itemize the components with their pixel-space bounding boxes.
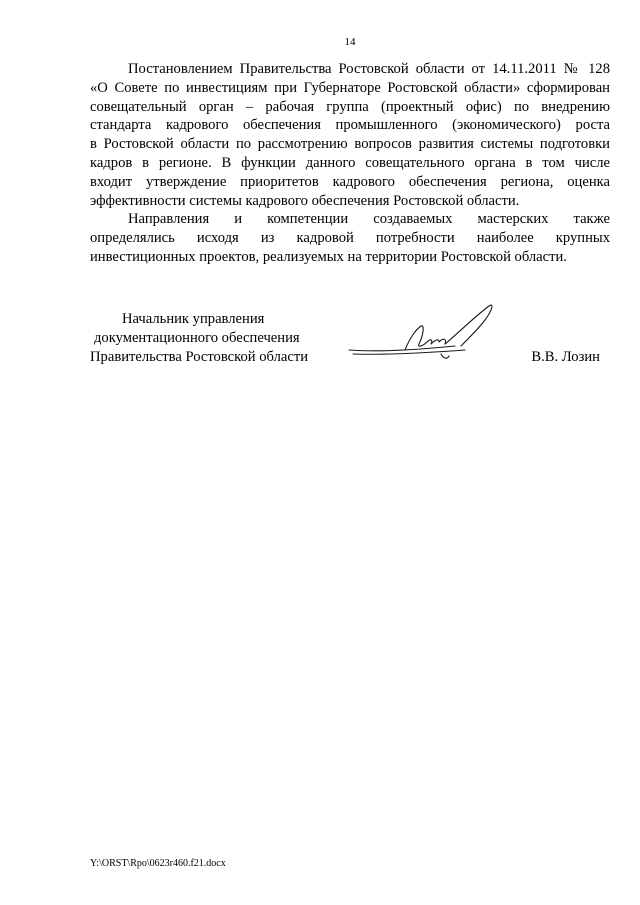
signer-title-line: Правительства Ростовской области (90, 348, 309, 365)
paragraph-workshop-directions (90, 210, 610, 266)
text-line: определялись исходя из кадровой потребности наиболее крупных (90, 230, 610, 247)
handwritten-signature-icon (345, 300, 505, 380)
text-line: Направления и компетенции создаваемых мастерских также (128, 211, 610, 228)
text-line: в Ростовской области по рассмотрению вопросов развития системы подготовки (90, 136, 610, 153)
text-line: входит утверждение приоритетов кадрового обеспечения региона, оценка (90, 173, 610, 190)
signer-name: В.В. Лозин (531, 348, 600, 365)
text-line: «О Совете по инвестициям при Губернаторе Ростовской области» сформирован (90, 79, 610, 96)
signer-title-line: Начальник управления (122, 311, 265, 327)
text-line: эффективности системы кадрового обеспечения Ростовской области. (90, 192, 520, 209)
text-line: кадров в регионе. В функции данного совещательного органа в том числе (90, 154, 610, 171)
text-line: стандарта кадрового обеспечения промышленного (экономического) роста (90, 117, 610, 134)
footer-file-path: Y:\ORST\Rpo\0623r460.f21.docx (90, 858, 226, 869)
page-number: 14 (344, 36, 356, 48)
text-line: Постановлением Правительства Ростовской области от 14.11.2011 № 128 (128, 61, 610, 77)
signer-title (90, 310, 308, 366)
signer-title-line: документационного обеспечения (94, 329, 300, 346)
paragraph-council-decree (90, 60, 610, 210)
text-line: инвестиционных проектов, реализуемых на территории Ростовской области. (90, 248, 567, 265)
text-line: совещательный орган – рабочая группа (проектный офис) по внедрению (90, 98, 610, 115)
document-body (90, 60, 610, 267)
